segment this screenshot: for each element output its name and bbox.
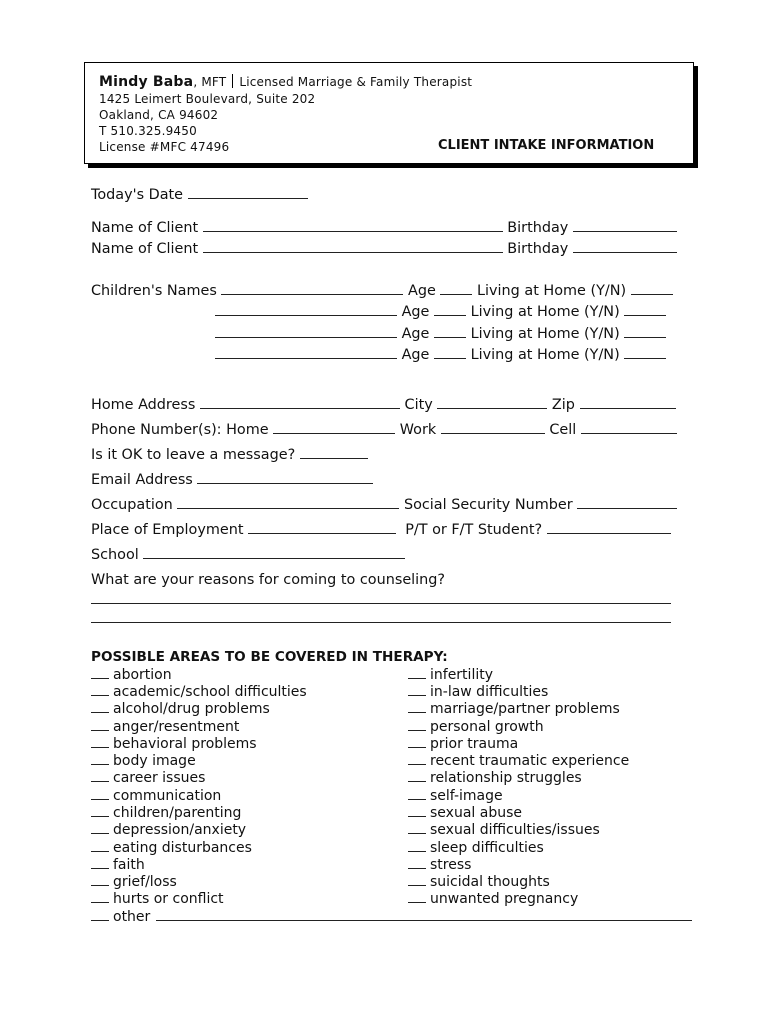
occupation-row — [91, 496, 677, 514]
age-label: Age — [401, 326, 430, 342]
area-item[interactable] — [91, 735, 257, 753]
area-checkbox[interactable] — [91, 683, 109, 696]
birthday-field[interactable] — [573, 240, 677, 253]
living-at-home-field[interactable] — [624, 303, 666, 316]
child-row-3 — [215, 325, 666, 343]
occupation-label: Occupation — [91, 497, 173, 513]
occupation-field[interactable] — [177, 496, 399, 509]
area-label: alcohol/drug problems — [113, 701, 270, 717]
child-name-field[interactable] — [215, 303, 397, 316]
living-at-home-label: Living at Home (Y/N) — [477, 283, 627, 299]
area-checkbox[interactable] — [408, 890, 426, 903]
area-item[interactable] — [408, 666, 493, 684]
birthday-label: Birthday — [507, 241, 569, 257]
area-item[interactable] — [91, 769, 205, 787]
area-checkbox[interactable] — [91, 752, 109, 765]
area-checkbox[interactable] — [408, 787, 426, 800]
leave-message-field[interactable] — [300, 446, 368, 459]
areas-title: POSSIBLE AREAS TO BE COVERED IN THERAPY: — [91, 649, 448, 665]
therapist-line — [99, 74, 472, 90]
living-at-home-label: Living at Home (Y/N) — [470, 326, 620, 342]
area-checkbox[interactable] — [91, 735, 109, 748]
address-line-2: Oakland, CA 94602 — [99, 108, 219, 122]
student-field[interactable] — [547, 521, 671, 534]
area-item[interactable] — [91, 839, 252, 857]
area-item[interactable] — [408, 839, 544, 857]
therapist-credential: , MFT — [193, 75, 227, 89]
form-title: CLIENT INTAKE INFORMATION — [438, 138, 655, 153]
child-name-field[interactable] — [221, 282, 403, 295]
header-separator — [232, 74, 233, 88]
area-checkbox[interactable] — [408, 804, 426, 817]
client-name-field[interactable] — [203, 240, 503, 253]
age-field[interactable] — [434, 303, 466, 316]
living-at-home-field[interactable] — [624, 346, 666, 359]
area-item[interactable] — [408, 683, 548, 701]
home-address-field[interactable] — [200, 396, 400, 409]
area-label: academic/school difficulties — [113, 684, 307, 700]
cell-field[interactable] — [581, 421, 677, 434]
school-label: School — [91, 547, 139, 563]
age-label: Age — [401, 347, 430, 363]
home-address-label: Home Address — [91, 397, 196, 413]
phone-row — [91, 421, 677, 439]
area-item[interactable] — [408, 856, 471, 874]
area-checkbox[interactable] — [91, 873, 109, 886]
area-item[interactable] — [408, 787, 503, 805]
age-field[interactable] — [440, 282, 472, 295]
area-label: suicidal thoughts — [430, 874, 550, 890]
city-label: City — [404, 397, 433, 413]
other-field[interactable] — [156, 908, 692, 921]
client-name-field[interactable] — [203, 219, 503, 232]
school-row — [91, 546, 405, 564]
area-checkbox[interactable] — [91, 718, 109, 731]
area-label: personal growth — [430, 719, 544, 735]
area-label: career issues — [113, 770, 206, 786]
age-field[interactable] — [434, 346, 466, 359]
area-checkbox[interactable] — [408, 873, 426, 886]
area-item[interactable] — [408, 752, 629, 770]
zip-label: Zip — [551, 397, 575, 413]
area-label: depression/anxiety — [113, 822, 247, 838]
area-item[interactable] — [91, 821, 246, 839]
area-label: eating disturbances — [113, 840, 252, 856]
area-label: other — [113, 909, 151, 925]
birthday-field[interactable] — [573, 219, 677, 232]
child-row-4 — [215, 346, 666, 364]
birthday-label: Birthday — [507, 220, 569, 236]
email-row — [91, 471, 373, 489]
employment-label: Place of Employment — [91, 522, 244, 538]
child-name-field[interactable] — [215, 325, 397, 338]
living-at-home-label: Living at Home (Y/N) — [470, 304, 620, 320]
area-label: children/parenting — [113, 805, 242, 821]
client-name-label: Name of Client — [91, 241, 199, 257]
area-label: abortion — [113, 667, 172, 683]
address-row — [91, 396, 676, 414]
phone-line: T 510.325.9450 — [99, 124, 197, 138]
area-checkbox[interactable] — [408, 856, 426, 869]
area-label: faith — [113, 857, 145, 873]
area-item[interactable] — [91, 700, 270, 718]
employment-field[interactable] — [248, 521, 396, 534]
therapist-role: Licensed Marriage & Family Therapist — [239, 75, 473, 89]
living-at-home-label: Living at Home (Y/N) — [470, 347, 620, 363]
reasons-line-1[interactable] — [91, 603, 671, 604]
childrens-names-label: Children's Names — [91, 283, 217, 299]
area-label: in-law difficulties — [430, 684, 549, 700]
area-checkbox[interactable] — [91, 700, 109, 713]
work-field[interactable] — [441, 421, 545, 434]
area-label: unwanted pregnancy — [430, 891, 579, 907]
child-name-field[interactable] — [215, 346, 397, 359]
area-checkbox[interactable] — [91, 666, 109, 679]
todays-date-label: Today's Date — [91, 187, 184, 203]
client-row-2 — [91, 240, 677, 258]
area-item[interactable] — [408, 718, 544, 736]
age-field[interactable] — [434, 325, 466, 338]
living-at-home-field[interactable] — [631, 282, 673, 295]
area-checkbox[interactable] — [91, 769, 109, 782]
area-label: grief/loss — [113, 874, 177, 890]
area-label: sexual difficulties/issues — [430, 822, 600, 838]
cell-label: Cell — [549, 422, 577, 438]
area-label: recent traumatic experience — [430, 753, 630, 769]
area-item[interactable] — [408, 890, 578, 908]
email-field[interactable] — [197, 471, 373, 484]
area-checkbox[interactable] — [408, 821, 426, 834]
area-label: sexual abuse — [430, 805, 522, 821]
ssn-label: Social Security Number — [403, 497, 573, 513]
child-row-1 — [91, 282, 673, 300]
city-field[interactable] — [437, 396, 547, 409]
area-item[interactable] — [91, 787, 221, 805]
area-checkbox[interactable] — [91, 787, 109, 800]
area-item[interactable] — [91, 752, 196, 770]
area-label: communication — [113, 788, 222, 804]
area-label: prior trauma — [430, 736, 519, 752]
student-label: P/T or F/T Student? — [405, 522, 543, 538]
area-label: relationship struggles — [430, 770, 582, 786]
area-label: self-image — [430, 788, 503, 804]
work-label: Work — [399, 422, 437, 438]
area-checkbox[interactable] — [91, 804, 109, 817]
client-name-label: Name of Client — [91, 220, 199, 236]
child-row-2 — [215, 303, 666, 321]
area-item[interactable] — [408, 804, 522, 822]
area-item[interactable] — [408, 873, 550, 891]
area-checkbox[interactable] — [91, 856, 109, 869]
area-checkbox[interactable] — [91, 890, 109, 903]
area-item[interactable] — [91, 666, 172, 684]
age-label: Age — [408, 283, 436, 299]
area-label: anger/resentment — [113, 719, 240, 735]
area-item[interactable] — [91, 856, 145, 874]
area-checkbox[interactable] — [408, 666, 426, 679]
school-field[interactable] — [143, 546, 405, 559]
leave-message-label: Is it OK to leave a message? — [91, 447, 296, 463]
area-label: behavioral problems — [113, 736, 257, 752]
area-label: stress — [430, 857, 472, 873]
license-line: License #MFC 47496 — [99, 140, 230, 154]
area-item[interactable] — [91, 890, 224, 908]
area-item[interactable] — [408, 700, 620, 718]
area-item-other[interactable] — [91, 908, 692, 926]
address-line-1: 1425 Leimert Boulevard, Suite 202 — [99, 92, 316, 106]
area-label: marriage/partner problems — [430, 701, 620, 717]
area-item[interactable] — [91, 873, 177, 891]
area-item[interactable] — [408, 821, 600, 839]
area-checkbox[interactable] — [408, 839, 426, 852]
area-checkbox[interactable] — [408, 735, 426, 748]
area-checkbox[interactable] — [91, 821, 109, 834]
therapist-name: Mindy Baba — [99, 74, 194, 90]
zip-field[interactable] — [580, 396, 676, 409]
area-item[interactable] — [91, 683, 307, 701]
area-label: sleep difficulties — [430, 840, 544, 856]
reasons-line-2[interactable] — [91, 622, 671, 623]
area-checkbox[interactable] — [408, 700, 426, 713]
email-label: Email Address — [91, 472, 193, 488]
area-label: body image — [113, 753, 196, 769]
area-checkbox[interactable] — [91, 839, 109, 852]
living-at-home-field[interactable] — [624, 325, 666, 338]
phone-home-field[interactable] — [273, 421, 395, 434]
area-label: hurts or conflict — [113, 891, 224, 907]
area-item[interactable] — [91, 804, 241, 822]
area-checkbox[interactable] — [408, 752, 426, 765]
area-checkbox[interactable] — [408, 683, 426, 696]
phone-home-label: Phone Number(s): Home — [91, 422, 269, 438]
area-item[interactable] — [408, 735, 518, 753]
area-item[interactable] — [408, 769, 582, 787]
client-row-1 — [91, 219, 677, 237]
todays-date-row — [91, 186, 308, 204]
ssn-field[interactable] — [577, 496, 677, 509]
message-row — [91, 446, 368, 464]
area-label: infertility — [430, 667, 493, 683]
area-checkbox[interactable] — [91, 908, 109, 921]
todays-date-field[interactable] — [188, 186, 308, 199]
area-item[interactable] — [91, 718, 239, 736]
employment-row — [91, 521, 671, 539]
age-label: Age — [401, 304, 430, 320]
reasons-label: What are your reasons for coming to counseling? — [91, 572, 446, 588]
area-checkbox[interactable] — [408, 718, 426, 731]
area-checkbox[interactable] — [408, 769, 426, 782]
